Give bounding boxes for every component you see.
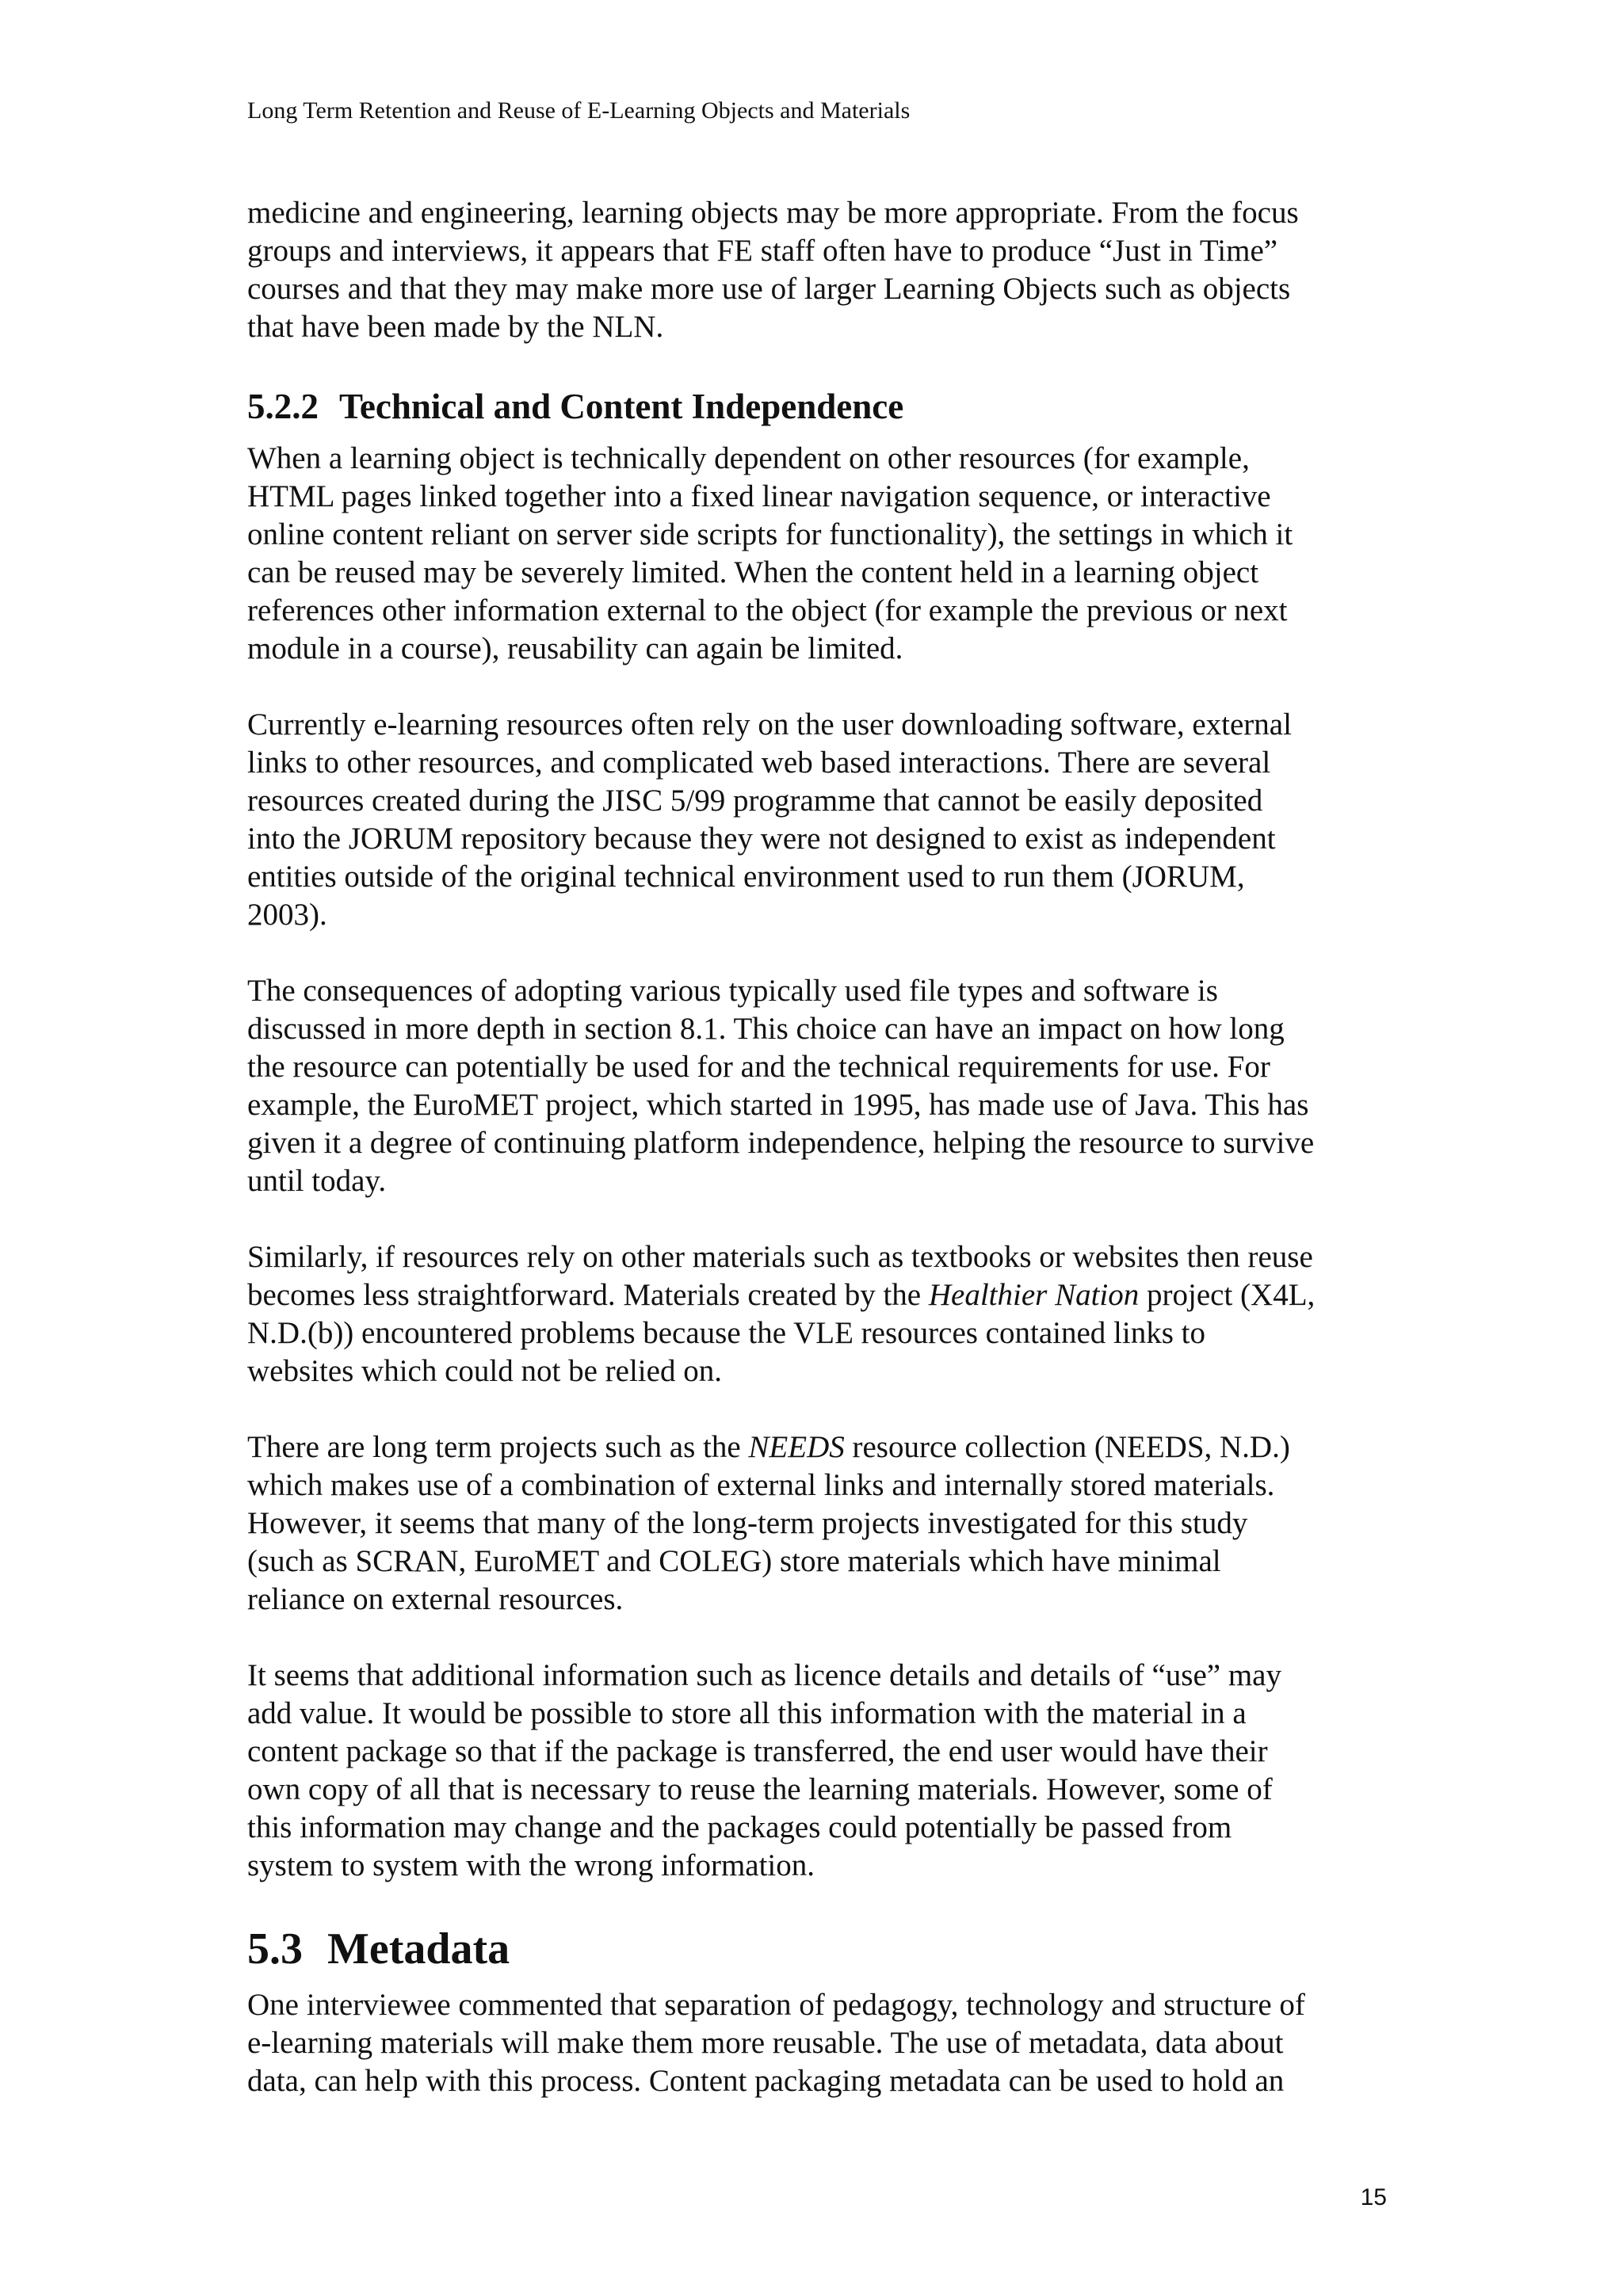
section-title: Technical and Content Independence	[339, 387, 904, 426]
text-line: Similarly, if resources rely on other materials such as textbooks or websites then reuse	[247, 1240, 1313, 1274]
text-line: links to other resources, and complicated web based interactions. There are several	[247, 746, 1271, 780]
text-line: into the JORUM repository because they were not designed to exist as independent	[247, 822, 1276, 856]
text-line: Currently e-learning resources often rely on the user downloading software, external	[247, 707, 1292, 742]
paragraph-additional-information	[247, 1657, 1396, 1885]
text-line: It seems that additional information such as licence details and details of “use” may	[247, 1658, 1281, 1692]
intro-paragraph	[247, 194, 1396, 346]
text-line: which makes use of a combination of external links and internally stored materials.	[247, 1468, 1275, 1502]
text-line: given it a degree of continuing platform independence, helping the resource to survive	[247, 1126, 1315, 1160]
text-line: example, the EuroMET project, which started in 1995, has made use of Java. This has	[247, 1088, 1309, 1122]
paragraph-long-term-projects	[247, 1428, 1396, 1619]
text-run: becomes less straightforward. Materials created by the	[247, 1278, 929, 1312]
text-line: medicine and engineering, learning objects may be more appropriate. From the focus	[247, 196, 1299, 230]
text-line: reliance on external resources.	[247, 1582, 624, 1616]
text-line: the resource can potentially be used for and the technical requirements for use. For	[247, 1050, 1270, 1084]
text-line: that have been made by the NLN.	[247, 310, 664, 344]
text-line: resources created during the JISC 5/99 programme that cannot be easily deposited	[247, 784, 1263, 818]
text-run: resource collection (NEEDS, N.D.)	[844, 1430, 1290, 1464]
text-line: references other information external to the object (for example the previous or next	[247, 593, 1288, 627]
paragraph-external-materials	[247, 1238, 1396, 1390]
text-line: N.D.(b)) encountered problems because the VLE resources contained links to	[247, 1316, 1205, 1350]
text-line: HTML pages linked together into a fixed linear navigation sequence, or interactive	[247, 479, 1271, 513]
text-line: entities outside of the original technical environment used to run them (JORUM,	[247, 860, 1245, 894]
text-line: websites which could not be relied on.	[247, 1354, 722, 1388]
text-line: system to system with the wrong information.	[247, 1848, 815, 1882]
text-line: One interviewee commented that separation of pedagogy, technology and structure of	[247, 1988, 1305, 2022]
text-line: (such as SCRAN, EuroMET and COLEG) store materials which have minimal	[247, 1544, 1221, 1578]
text-line: groups and interviews, it appears that FE staff often have to produce “Just in Time”	[247, 234, 1278, 268]
paragraph-metadata	[247, 1986, 1396, 2100]
text-line: can be reused may be severely limited. When the content held in a learning object	[247, 555, 1259, 589]
paragraph-technical-dependence	[247, 440, 1396, 668]
page-number: 15	[1360, 2184, 1387, 2210]
collection-name-italic: NEEDS	[748, 1430, 845, 1464]
running-header: Long Term Retention and Reuse of E-Learning Objects and Materials	[247, 97, 911, 124]
section-heading-5-3	[247, 1923, 1396, 1975]
text-line: own copy of all that is necessary to reuse the learning materials. However, some of	[247, 1772, 1273, 1806]
text-line: The consequences of adopting various typically used file types and software is	[247, 974, 1218, 1008]
text-line: until today.	[247, 1164, 387, 1198]
text-line: online content reliant on server side scripts for functionality), the settings in which it	[247, 517, 1293, 551]
text-line: courses and that they may make more use of larger Learning Objects such as objects	[247, 272, 1291, 306]
text-line: When a learning object is technically dependent on other resources (for example,	[247, 441, 1250, 475]
section-number: 5.2.2	[247, 387, 319, 426]
text-run: project (X4L,	[1139, 1278, 1316, 1312]
text-line: discussed in more depth in section 8.1. This choice can have an impact on how long	[247, 1012, 1285, 1046]
section-title: Metadata	[327, 1924, 510, 1974]
text-line: module in a course), reusability can again be limited.	[247, 631, 903, 666]
text-line: add value. It would be possible to store all this information with the material in a	[247, 1696, 1247, 1730]
text-line: e-learning materials will make them more reusable. The use of metadata, data about	[247, 2026, 1284, 2060]
project-name-italic: Healthier Nation	[928, 1278, 1140, 1312]
text-line: 2003).	[247, 898, 327, 932]
text-line: However, it seems that many of the long-term projects investigated for this study	[247, 1506, 1248, 1540]
text-line: content package so that if the package is transferred, the end user would have their	[247, 1734, 1268, 1768]
text-line	[247, 1428, 1396, 1466]
section-number: 5.3	[247, 1924, 303, 1974]
page-content	[247, 194, 1396, 2138]
text-line	[247, 1276, 1396, 1314]
text-line: this information may change and the packages could potentially be passed from	[247, 1810, 1232, 1844]
section-heading-5-2-2	[247, 384, 1396, 429]
paragraph-elearning-resources	[247, 706, 1396, 934]
paragraph-file-types	[247, 972, 1396, 1200]
text-line: data, can help with this process. Content packaging metadata can be used to hold an	[247, 2064, 1285, 2098]
text-run: There are long term projects such as the	[247, 1430, 749, 1464]
